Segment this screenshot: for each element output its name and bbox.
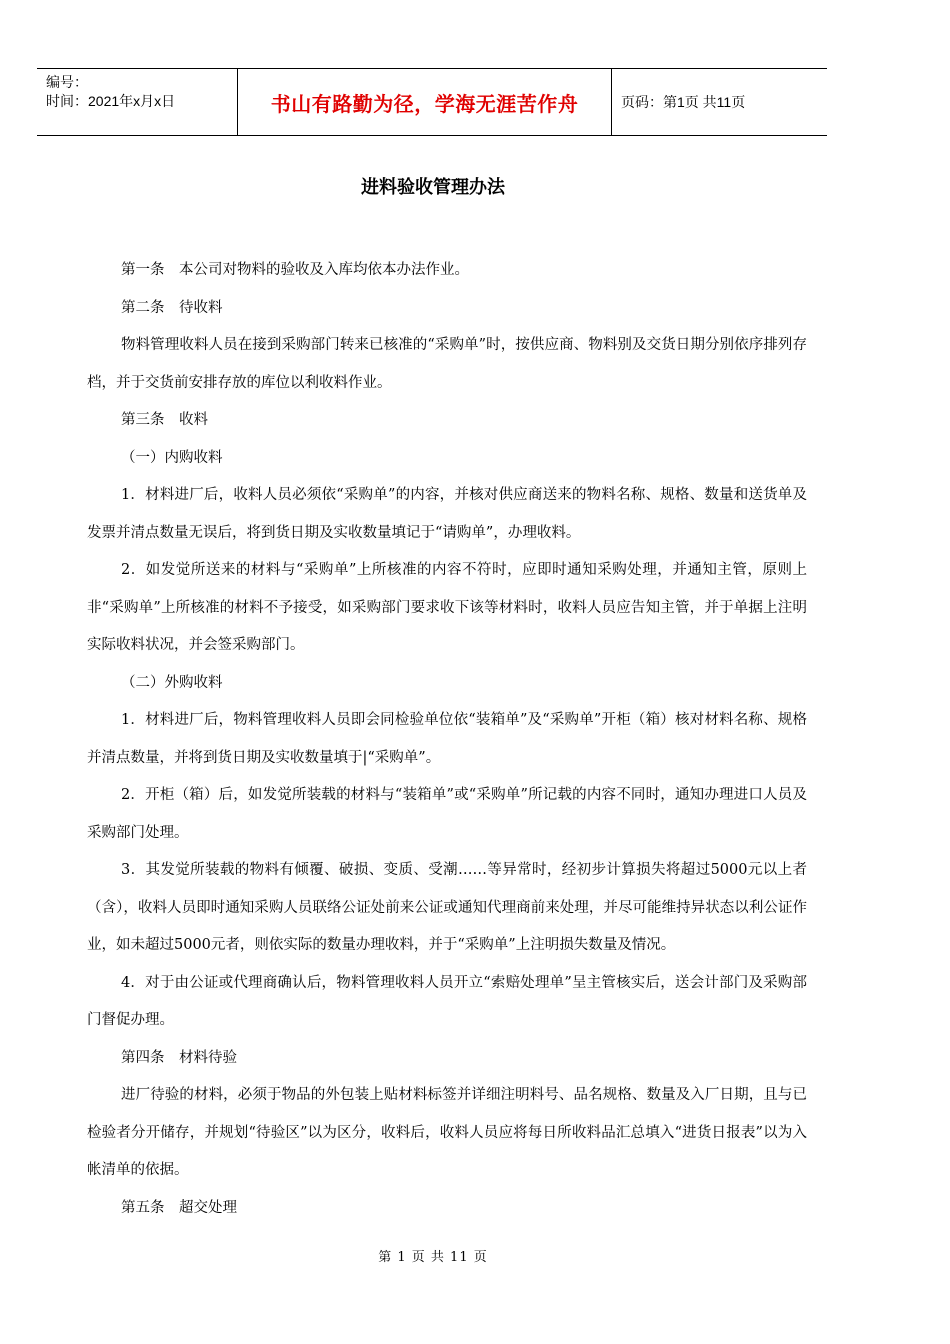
paragraph: 1．材料进厂后，物料管理收料人员即会同检验单位依“装箱单”及“采购单”开柜（箱）核对材料名称、规格并清点数量，并将到货日期及实收数量填于|“采购单”。 <box>87 712 807 766</box>
paragraph: 第一条 本公司对物料的验收及入库均依本办法作业。 <box>121 262 469 278</box>
paragraph: （一）内购收料 <box>121 449 223 466</box>
paragraph: 2．开柜（箱）后，如发觉所装载的材料与“装箱单”或“采购单”所记载的内容不同时，通知办理进口人员及采购部门处理。 <box>87 787 807 841</box>
paragraph: 第二条 待收料 <box>121 299 223 316</box>
paragraph: 1．材料进厂后，收料人员必须依“采购单”的内容，并核对供应商送来的物料名称、规格、数量和送货单及发票并清点数量无误后，将到货日期及实收数量填记于“请购单”，办理收料。 <box>87 487 807 541</box>
page-footer: 第 1 页 共 11 页 <box>378 1250 488 1265</box>
paragraph: 4．对于由公证或代理商确认后，物料管理收料人员开立“索赔处理单”呈主管核实后，送会计部门及采购部门督促办理。 <box>87 974 807 1028</box>
paragraph: 第五条 超交处理 <box>121 1199 237 1216</box>
document-body <box>87 252 807 1227</box>
document-header-table <box>37 68 827 136</box>
header-meta-cell <box>37 69 238 135</box>
header-page-cell <box>612 69 827 135</box>
date-label: 时间：2021年x月x日 <box>46 93 176 109</box>
paragraph: 第三条 收料 <box>121 412 208 428</box>
paragraph: 3．其发觉所装载的物料有倾覆、破损、变质、受潮……等异常时，经初步计算损失将超过5000元以上者（含），收料人员即时通知采购人员联络公证处前来公证或通知代理商前来处理，并尽可能维持异状态以利公证作业，如未超过5000元者，则依实际的数量办理收料，并于“采购单”上注明损失数量及情况。 <box>87 862 807 953</box>
serial-number-label: 编号： <box>46 74 88 90</box>
document-title: 进料验收管理办法 <box>361 177 505 198</box>
paragraph: 物料管理收料人员在接到采购部门转来已核准的“采购单”时，按供应商、物料别及交货日期分别依序排列存档，并于交货前安排存放的库位以利收料作业。 <box>87 337 807 391</box>
paragraph: 进厂待验的材料，必须于物品的外包装上贴材料标签并详细注明料号、品名规格、数量及入厂日期，且与已检验者分开储存，并规划“待验区”以为区分，收料后，收料人员应将每日所收料品汇总填入“进货日报表”以为入帐清单的依据。 <box>87 1087 807 1178</box>
header-motto-cell <box>238 69 612 135</box>
page-info: 页码：第1页 共11页 <box>621 94 746 110</box>
paragraph: 2．如发觉所送来的材料与“采购单”上所核准的内容不符时，应即时通知采购处理，并通知主管，原则上非“采购单”上所核准的材料不予接受，如采购部门要求收下该等材料时，收料人员应告知主管，并于单据上注明实际收料状况，并会签采购部门。 <box>87 562 807 653</box>
motto-text: 书山有路勤为径，学海无涯苦作舟 <box>270 91 579 116</box>
paragraph: 第四条 材料待验 <box>121 1049 237 1066</box>
paragraph: （二）外购收料 <box>121 674 223 691</box>
